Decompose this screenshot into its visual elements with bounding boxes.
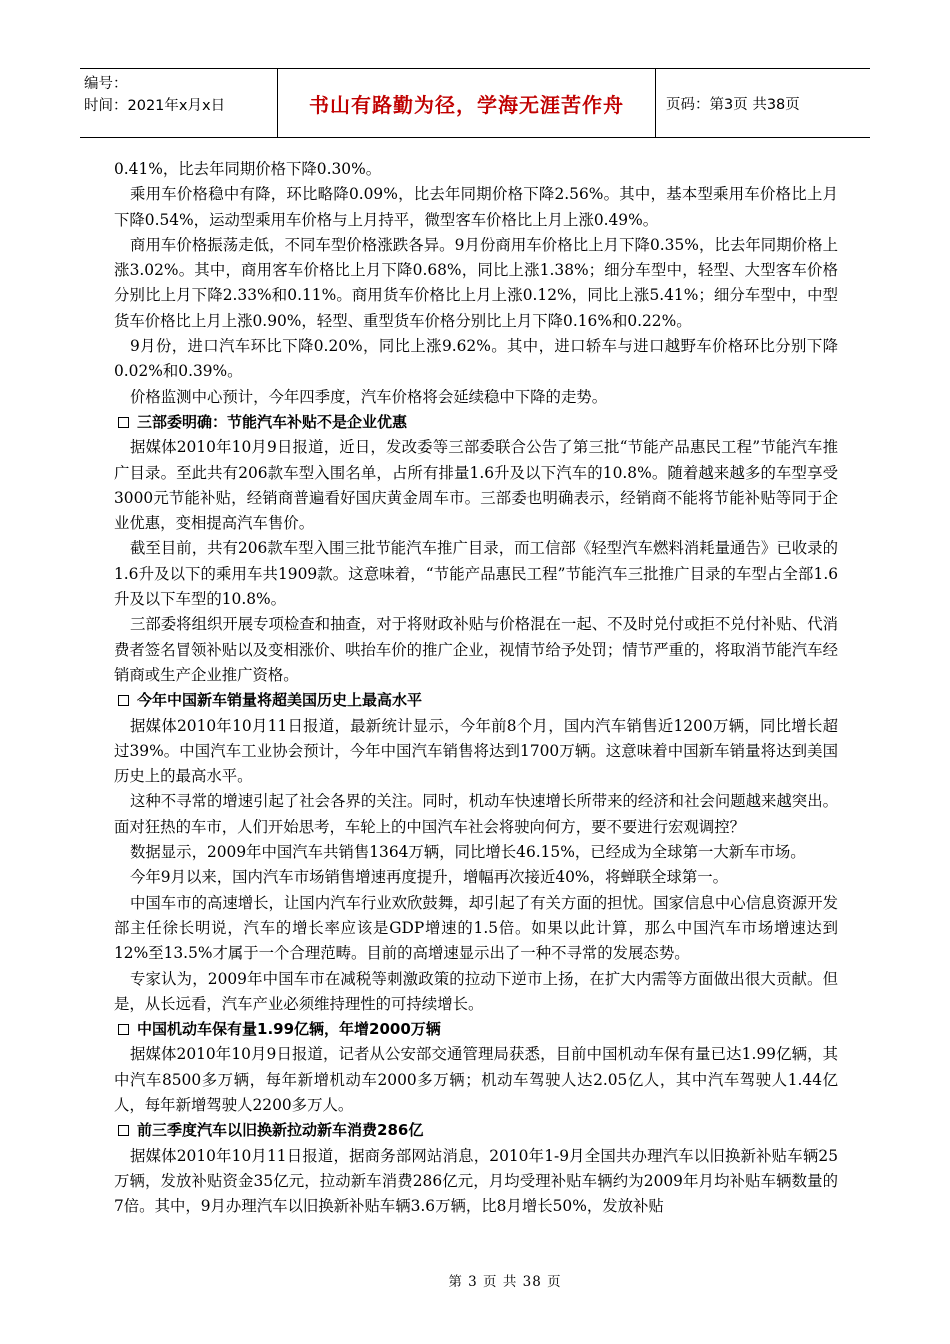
section-heading-text: 中国机动车保有量1.99亿辆，年增2000万辆	[137, 1020, 441, 1039]
header-motto: 书山有路勤为径，学海无涯苦作舟	[277, 69, 656, 137]
body-paragraph: 9月份，进口汽车环比下降0.20%，同比上涨9.62%。其中，进口轿车与进口越野车价格环比分别下降0.02%和0.39%。	[114, 337, 838, 381]
page-footer: 第 3 页 共 38 页	[448, 1274, 562, 1290]
document-number-label: 编号：	[84, 76, 128, 92]
body-paragraph: 据媒体2010年10月9日报道，近日，发改委等三部委联合公告了第三批“节能产品惠民工程”节能汽车推广目录。至此共有206款车型入围名单，占所有排量1.6升及以下汽车的10.8%。随着越来越多的车型享受3000元节能补贴，经销商普遍看好国庆黄金周车市。三部委也明确表示，经销商不能将节能补贴等同于企业优惠，变相提高汽车售价。	[114, 438, 838, 533]
document-body	[114, 157, 838, 1219]
section-heading-text: 三部委明确：节能汽车补贴不是企业优惠	[137, 412, 408, 431]
section-heading-text: 今年中国新车销量将超美国历史上最高水平	[137, 691, 423, 710]
body-paragraph: 这种不寻常的增速引起了社会各界的关注。同时，机动车快速增长所带来的经济和社会问题越来越突出。面对狂热的车市，人们开始思考，车轮上的中国汽车社会将驶向何方，要不要进行宏观调控？	[114, 792, 838, 836]
header-page-info: 页码：第3页 共38页	[666, 96, 800, 113]
body-paragraph: 据媒体2010年10月11日报道，据商务部网站消息，2010年1-9月全国共办理汽车以旧换新补贴车辆25万辆，发放补贴资金35亿元，拉动新车消费286亿元，月均受理补贴车辆约为2009年月均补贴车辆数量的7倍。其中，9月办理汽车以旧换新补贴车辆3.6万辆，比8月增长50%，发放补贴	[114, 1146, 838, 1216]
section-heading	[114, 1017, 838, 1042]
body-paragraph: 中国车市的高速增长，让国内汽车行业欢欣鼓舞，却引起了有关方面的担忧。国家信息中心信息资源开发部主任徐长明说，汽车的增长率应该是GDP增速的1.5倍。如果以此计算，那么中国汽车市场增速达到12%至13.5%才属于一个合理范畴。目前的高增速显示出了一种不寻常的发展态势。	[114, 893, 838, 963]
body-paragraph: 据媒体2010年10月9日报道，记者从公安部交通管理局获悉，目前中国机动车保有量已达1.99亿辆，其中汽车8500多万辆，每年新增机动车2000多万辆；机动车驾驶人达2.05亿人，其中汽车驾驶人1.44亿人，每年新增驾驶人2200多万人。	[114, 1045, 838, 1114]
body-paragraph: 数据显示，2009年中国汽车共销售1364万辆，同比增长46.15%，已经成为全球第一大新车市场。	[130, 843, 806, 862]
body-paragraph: 专家认为，2009年中国车市在减税等刺激政策的拉动下逆市上扬，在扩大内需等方面做出很大贡献。但是，从长远看，汽车产业必须维持理性的可持续增长。	[114, 969, 838, 1013]
section-heading-text: 前三季度汽车以旧换新拉动新车消费286亿	[137, 1121, 424, 1140]
section-heading	[114, 688, 838, 713]
body-paragraph: 今年9月以来，国内汽车市场销售增速再度提升，增幅再次接近40%，将蝉联全球第一。	[130, 868, 729, 887]
page-header	[80, 68, 870, 138]
checkbox-bullet-icon	[118, 1125, 129, 1136]
body-paragraph: 商用车价格振荡走低，不同车型价格涨跌各异。9月份商用车价格比上月下降0.35%，比去年同期价格上涨3.02%。其中，商用客车价格比上月下降0.68%，同比上涨1.38%；细分车型中，轻型、大型客车价格分别比上月下降2.33%和0.11%。商用货车价格比上月上涨0.12%，同比上涨5.41%；细分车型中，中型货车价格比上月上涨0.90%，轻型、重型货车价格分别比上月下降0.16%和0.22%。	[114, 235, 838, 330]
checkbox-bullet-icon	[118, 1024, 129, 1035]
document-time-label: 时间：2021年x月x日	[84, 98, 226, 114]
body-paragraph: 截至目前，共有206款车型入围三批节能汽车推广目录，而工信部《轻型汽车燃料消耗量通告》已收录的1.6升及以下的乘用车共1909款。这意味着，“节能产品惠民工程”节能汽车三批推广目录的车型占全部1.6升及以下车型的10.8%。	[114, 539, 838, 609]
section-heading	[114, 1118, 838, 1143]
header-meta	[80, 69, 277, 137]
section-heading	[114, 410, 838, 435]
checkbox-bullet-icon	[118, 695, 129, 706]
body-paragraph: 乘用车价格稳中有降，环比略降0.09%，比去年同期价格下降2.56%。其中，基本型乘用车价格比上月下降0.54%，运动型乘用车价格与上月持平，微型客车价格比上月上涨0.49%。	[114, 185, 838, 229]
checkbox-bullet-icon	[118, 417, 129, 428]
body-paragraph: 据媒体2010年10月11日报道，最新统计显示，今年前8个月，国内汽车销售近1200万辆，同比增长超过39%。中国汽车工业协会预计，今年中国汽车销售将达到1700万辆。这意味着中国新车销量将达到美国历史上的最高水平。	[114, 716, 838, 786]
body-paragraph: 价格监测中心预计，今年四季度，汽车价格将会延续稳中下降的走势。	[130, 387, 608, 406]
body-paragraph: 0.41%，比去年同期价格下降0.30%。	[114, 160, 382, 178]
body-paragraph: 三部委将组织开展专项检查和抽查，对于将财政补贴与价格混在一起、不及时兑付或拒不兑付补贴、代消费者签名冒领补贴以及变相涨价、哄抬车价的推广企业，视情节给予处罚；情节严重的，将取消节能汽车经销商或生产企业推广资格。	[114, 615, 838, 684]
